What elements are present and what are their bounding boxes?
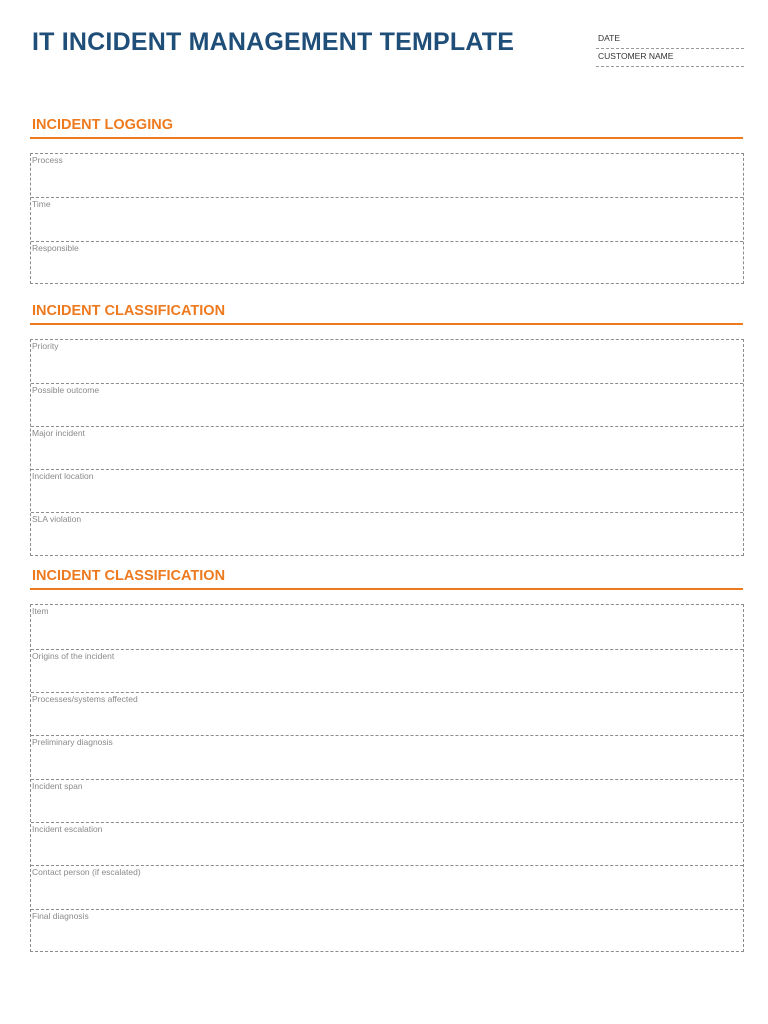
field-item[interactable]: Item <box>32 606 49 616</box>
section-heading-incident-logging: INCIDENT LOGGING <box>30 117 743 139</box>
field-incident-location[interactable]: Incident location <box>31 469 743 512</box>
field-possible-outcome[interactable]: Possible outcome <box>31 383 743 426</box>
field-responsible[interactable]: Responsible <box>31 241 743 283</box>
field-contact-person[interactable]: Contact person (if escalated) <box>31 865 743 909</box>
section-heading-incident-classification-2: INCIDENT CLASSIFICATION <box>30 568 743 590</box>
field-process[interactable]: Process <box>32 155 63 165</box>
customer-name-field[interactable]: CUSTOMER NAME <box>596 49 744 67</box>
date-field[interactable]: DATE <box>596 31 744 49</box>
page-title: IT INCIDENT MANAGEMENT TEMPLATE <box>32 28 515 56</box>
field-origins-of-incident[interactable]: Origins of the incident <box>31 649 743 692</box>
field-priority[interactable]: Priority <box>32 341 59 351</box>
field-preliminary-diagnosis[interactable]: Preliminary diagnosis <box>31 735 743 779</box>
section-heading-incident-classification: INCIDENT CLASSIFICATION <box>30 303 743 325</box>
field-time[interactable]: Time <box>31 197 743 241</box>
section-fields-incident-logging <box>30 153 744 284</box>
field-major-incident[interactable]: Major incident <box>31 426 743 469</box>
field-incident-span[interactable]: Incident span <box>31 779 743 822</box>
field-final-diagnosis[interactable]: Final diagnosis <box>31 909 743 951</box>
section-fields-incident-classification-2 <box>30 604 744 952</box>
section-fields-incident-classification <box>30 339 744 556</box>
field-sla-violation[interactable]: SLA violation <box>31 512 743 555</box>
document-meta <box>596 31 744 67</box>
field-incident-escalation[interactable]: Incident escalation <box>31 822 743 865</box>
field-processes-systems-affected[interactable]: Processes/systems affected <box>31 692 743 735</box>
